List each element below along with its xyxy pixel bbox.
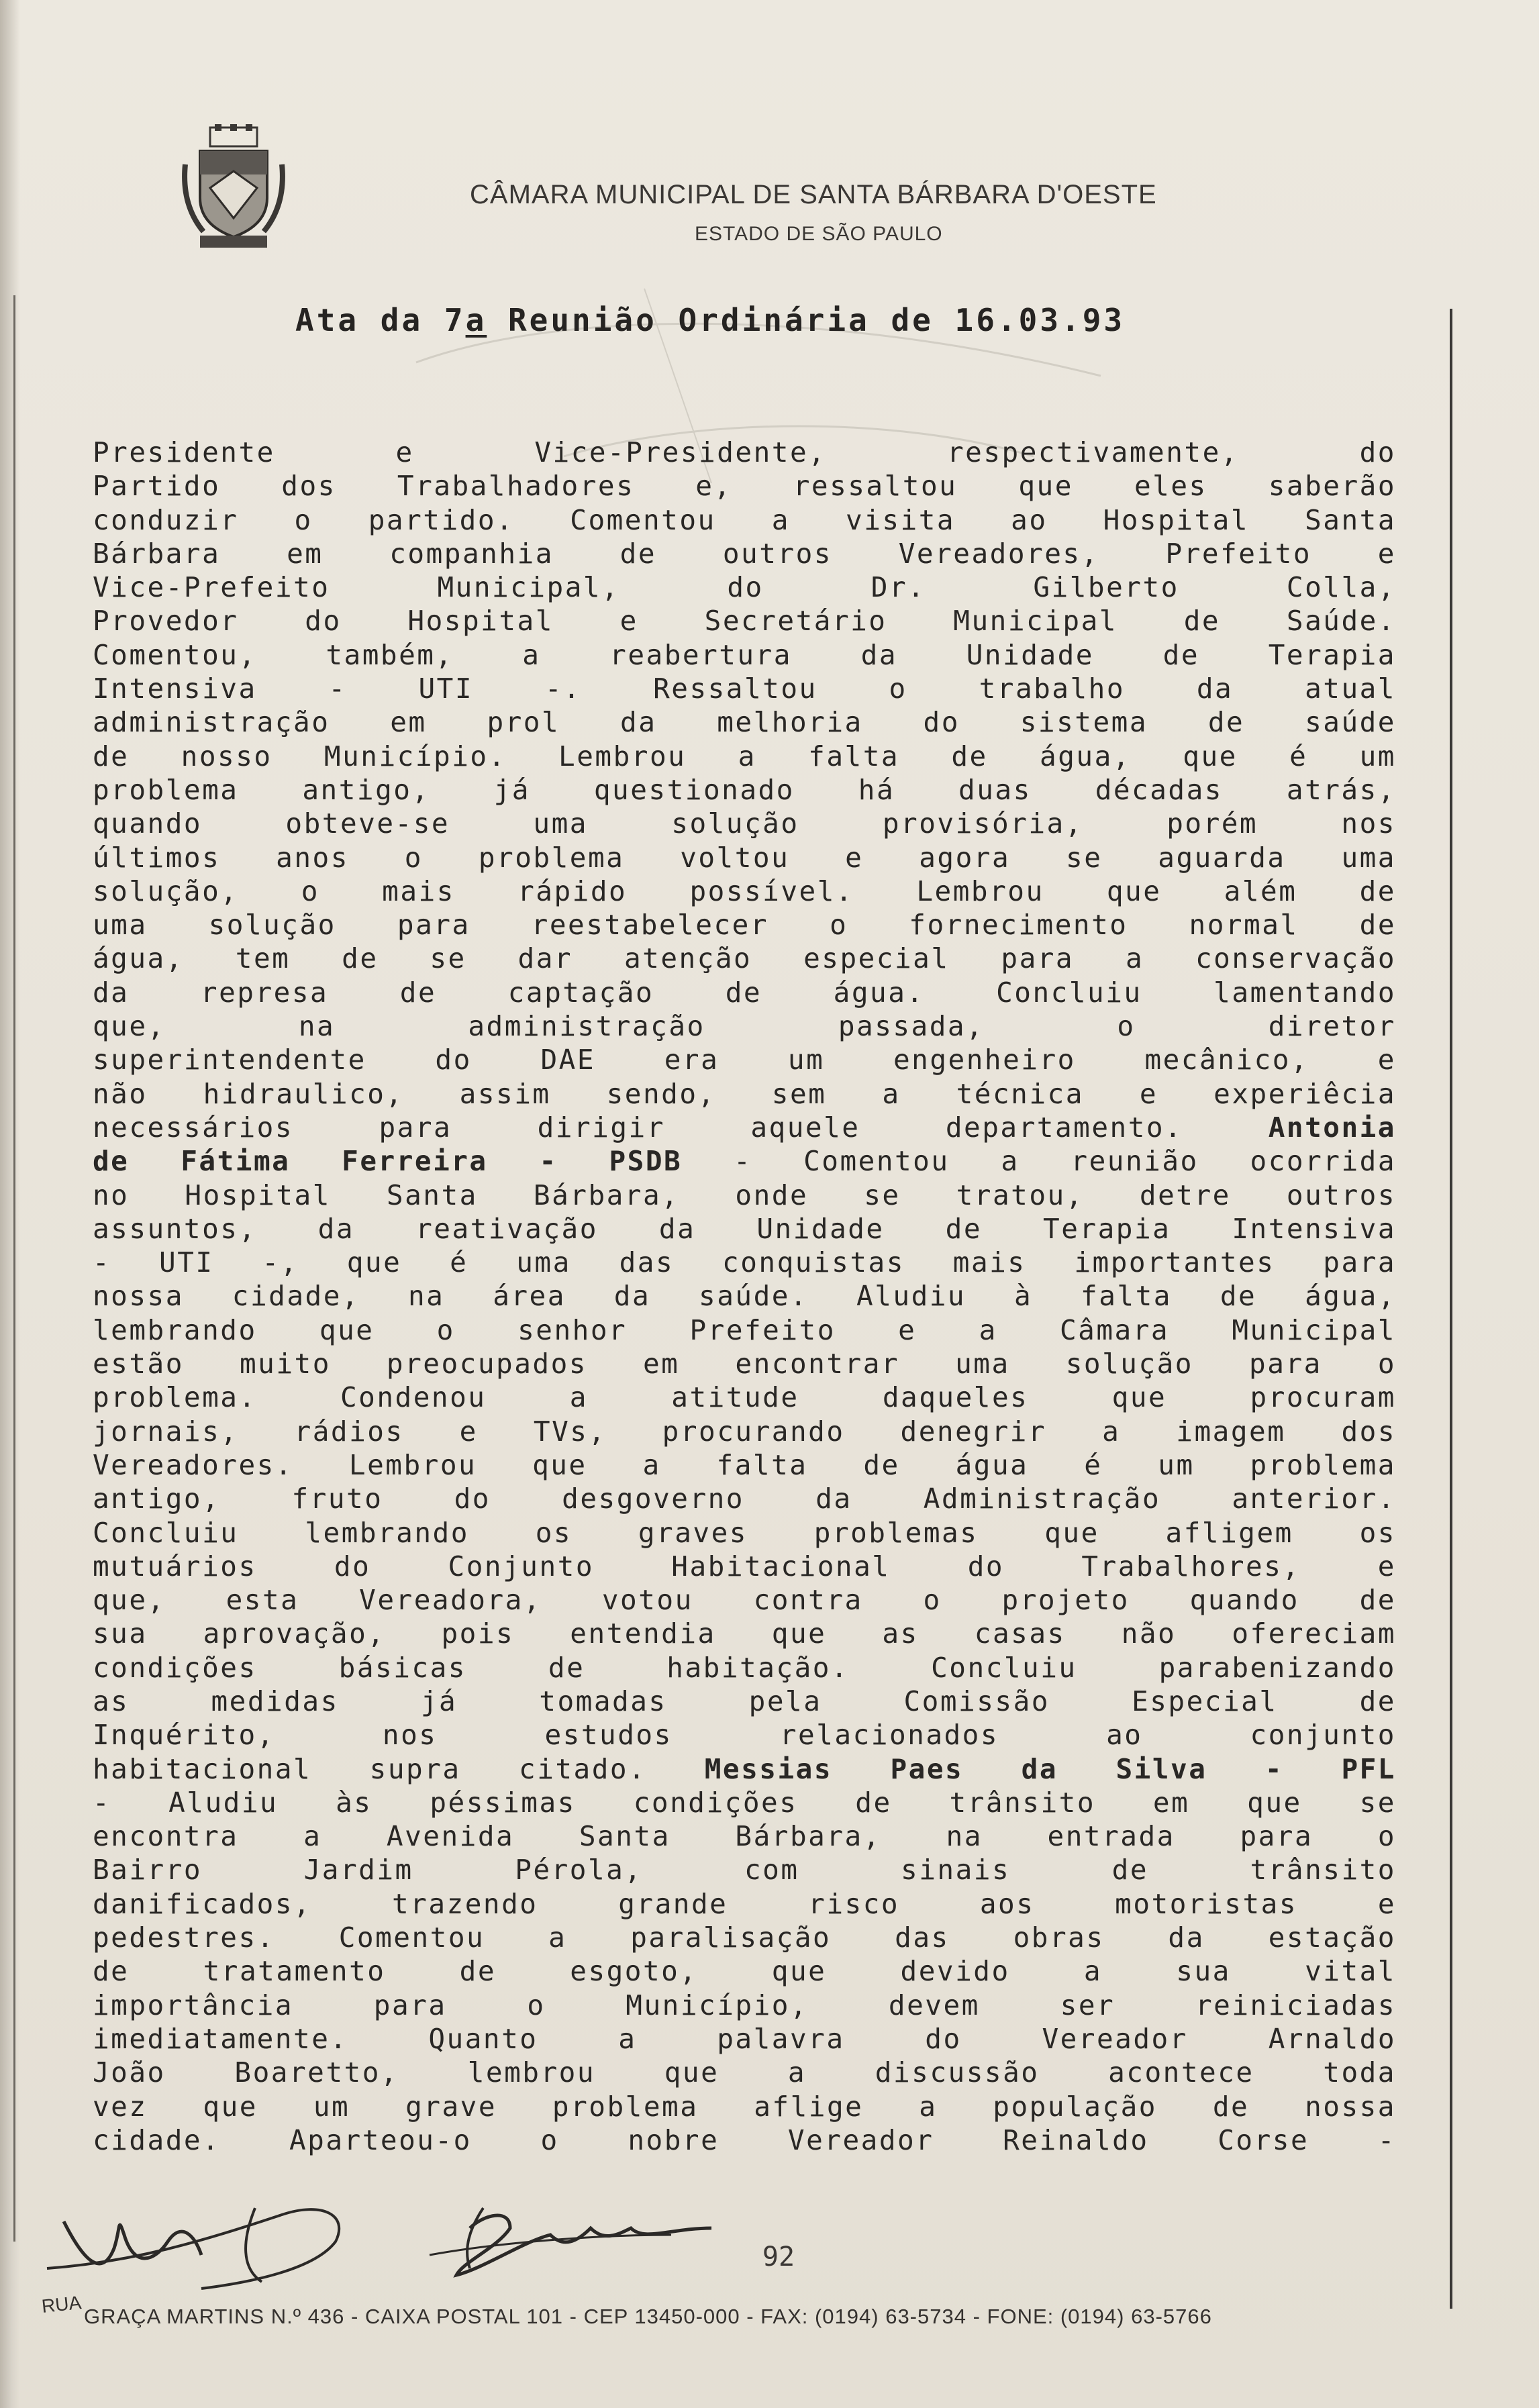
coat-of-arms-icon	[180, 124, 287, 252]
text-line: pedestres. Comentou a paralisação das obras da estação	[93, 1921, 1396, 1954]
text-line: Provedor do Hospital e Secretário Municipal de Saúde.	[93, 605, 1396, 638]
text-line: de tratamento de esgoto, que devido a sua vital	[93, 1955, 1396, 1988]
minutes-body	[93, 436, 1396, 2157]
text-line: antigo, fruto do desgoverno da Administração anterior.	[93, 1483, 1396, 1515]
footer-rua: RUA	[40, 2291, 83, 2317]
page-edge-shadow	[0, 0, 20, 2408]
text-line: as medidas já tomadas pela Comissão Especial de	[93, 1685, 1396, 1717]
text-line: Bairro Jardim Pérola, com sinais de trânsito	[93, 1854, 1396, 1887]
text-line: importância para o Município, devem ser reiniciadas	[93, 1989, 1396, 2021]
text-line: superintendente do DAE era um engenheiro mecânico, e	[93, 1044, 1396, 1076]
text-line: lembrando que o senhor Prefeito e a Câmara Municipal	[93, 1313, 1396, 1346]
text-line: água, tem de se dar atenção especial para a conservação	[93, 942, 1396, 975]
speaker-name: Antonia	[1268, 1111, 1396, 1144]
text-line: Vereadores. Lembrou que a falta de água é um problema	[93, 1448, 1396, 1481]
text-line: não hidraulico, assim sendo, sem a técnica e experiêcia	[93, 1077, 1396, 1110]
speaker-name: Messias Paes da Silva - PFL	[704, 1752, 1396, 1785]
left-margin-line	[13, 295, 15, 2242]
text-line: assuntos, da reativação da Unidade de Terapia Intensiva	[93, 1212, 1396, 1245]
text-line: imediatamente. Quanto a palavra do Vereador Arnaldo	[93, 2022, 1396, 2055]
text-line: condições básicas de habitação. Concluiu parabenizando	[93, 1651, 1396, 1684]
text-line: de nosso Município. Lembrou a falta de água, que é um	[93, 740, 1396, 772]
text-line: Vice-Prefeito Municipal, do Dr. Gilberto Colla,	[93, 571, 1396, 604]
text-line: administração em prol da melhoria do sistema de saúde	[93, 706, 1396, 739]
text-line: Presidente e Vice-Presidente, respectivamente, do	[93, 436, 1396, 468]
title-ordinal: a	[465, 302, 487, 338]
text-line: sua aprovação, pois entendia que as casas não ofereciam	[93, 1617, 1396, 1650]
text-line: solução, o mais rápido possível. Lembrou que além de	[93, 874, 1396, 907]
title-suffix: Reunião Ordinária de 16.03.93	[487, 302, 1126, 338]
line-text: - Comentou a reunião ocorrida	[734, 1145, 1397, 1178]
text-line: Intensiva - UTI -. Ressaltou o trabalho da atual	[93, 672, 1396, 705]
text-line: que, na administração passada, o diretor	[93, 1010, 1396, 1043]
text-line: vez que um grave problema aflige a população de nossa	[93, 2090, 1396, 2123]
page-number: 92	[762, 2242, 795, 2272]
text-line: Inquérito, nos estudos relacionados ao conjunto	[93, 1719, 1396, 1752]
speaker-name: de Fátima Ferreira - PSDB	[93, 1145, 683, 1178]
text-line: - Aludiu às péssimas condições de trânsito em que se	[93, 1786, 1396, 1819]
text-line: conduzir o partido. Comentou a visita ao Hospital Santa	[93, 503, 1396, 536]
text-line: cidade. Aparteou-o o nobre Vereador Reinaldo Corse -	[93, 2123, 1396, 2156]
text-line: jornais, rádios e TVs, procurando denegrir a imagem dos	[93, 1415, 1396, 1448]
right-margin-line	[1450, 309, 1452, 2309]
minutes-title	[295, 302, 1302, 338]
text-line: Bárbara em companhia de outros Vereadores, Prefeito e	[93, 537, 1396, 570]
text-line: problema. Condenou a atitude daqueles que procuram	[93, 1381, 1396, 1414]
text-line: danificados, trazendo grande risco aos motoristas e	[93, 1887, 1396, 1920]
title-prefix: Ata da 7	[295, 302, 466, 338]
text-line: Comentou, também, a reabertura da Unidade de Terapia	[93, 638, 1396, 671]
institution-name: CÂMARA MUNICIPAL DE SANTA BÁRBARA D'OESTE	[470, 180, 1157, 209]
institution-state: ESTADO DE SÃO PAULO	[695, 223, 943, 245]
text-line: no Hospital Santa Bárbara, onde se tratou, detre outros	[93, 1178, 1396, 1211]
text-line-mixed	[93, 1752, 1396, 1786]
text-line: encontra a Avenida Santa Bárbara, na entrada para o	[93, 1820, 1396, 1853]
text-line: Concluiu lembrando os graves problemas que afligem os	[93, 1516, 1396, 1549]
text-line: últimos anos o problema voltou e agora se aguarda uma	[93, 841, 1396, 874]
text-line: problema antigo, já questionado há duas décadas atrás,	[93, 773, 1396, 806]
text-line: nossa cidade, na área da saúde. Aludiu à falta de água,	[93, 1280, 1396, 1313]
text-line: mutuários do Conjunto Habitacional do Trabalhores, e	[93, 1550, 1396, 1583]
text-line-mixed	[93, 1111, 1396, 1144]
text-line: estão muito preocupados em encontrar uma solução para o	[93, 1348, 1396, 1381]
text-line: Partido dos Trabalhadores e, ressaltou que eles saberão	[93, 470, 1396, 503]
text-line: uma solução para reestabelecer o fornecimento normal de	[93, 909, 1396, 942]
text-line: da represa de captação de água. Concluiu lamentando	[93, 976, 1396, 1009]
line-text: habitacional supra citado.	[93, 1752, 647, 1785]
text-line-mixed	[93, 1144, 1396, 1178]
text-line: que, esta Vereadora, votou contra o projeto quando de	[93, 1584, 1396, 1617]
line-text: necessários para dirigir aquele departamento.	[93, 1111, 1183, 1144]
text-line: quando obteve-se uma solução provisória, porém nos	[93, 807, 1396, 840]
text-line: - UTI -, que é uma das conquistas mais importantes para	[93, 1246, 1396, 1279]
footer-address: GRAÇA MARTINS N.º 436 - CAIXA POSTAL 101 - CEP 13450-000 - FAX: (0194) 63-5734 - FONE: (0194) 63-5766	[84, 2305, 1212, 2328]
text-line: João Boaretto, lembrou que a discussão acontece toda	[93, 2056, 1396, 2089]
